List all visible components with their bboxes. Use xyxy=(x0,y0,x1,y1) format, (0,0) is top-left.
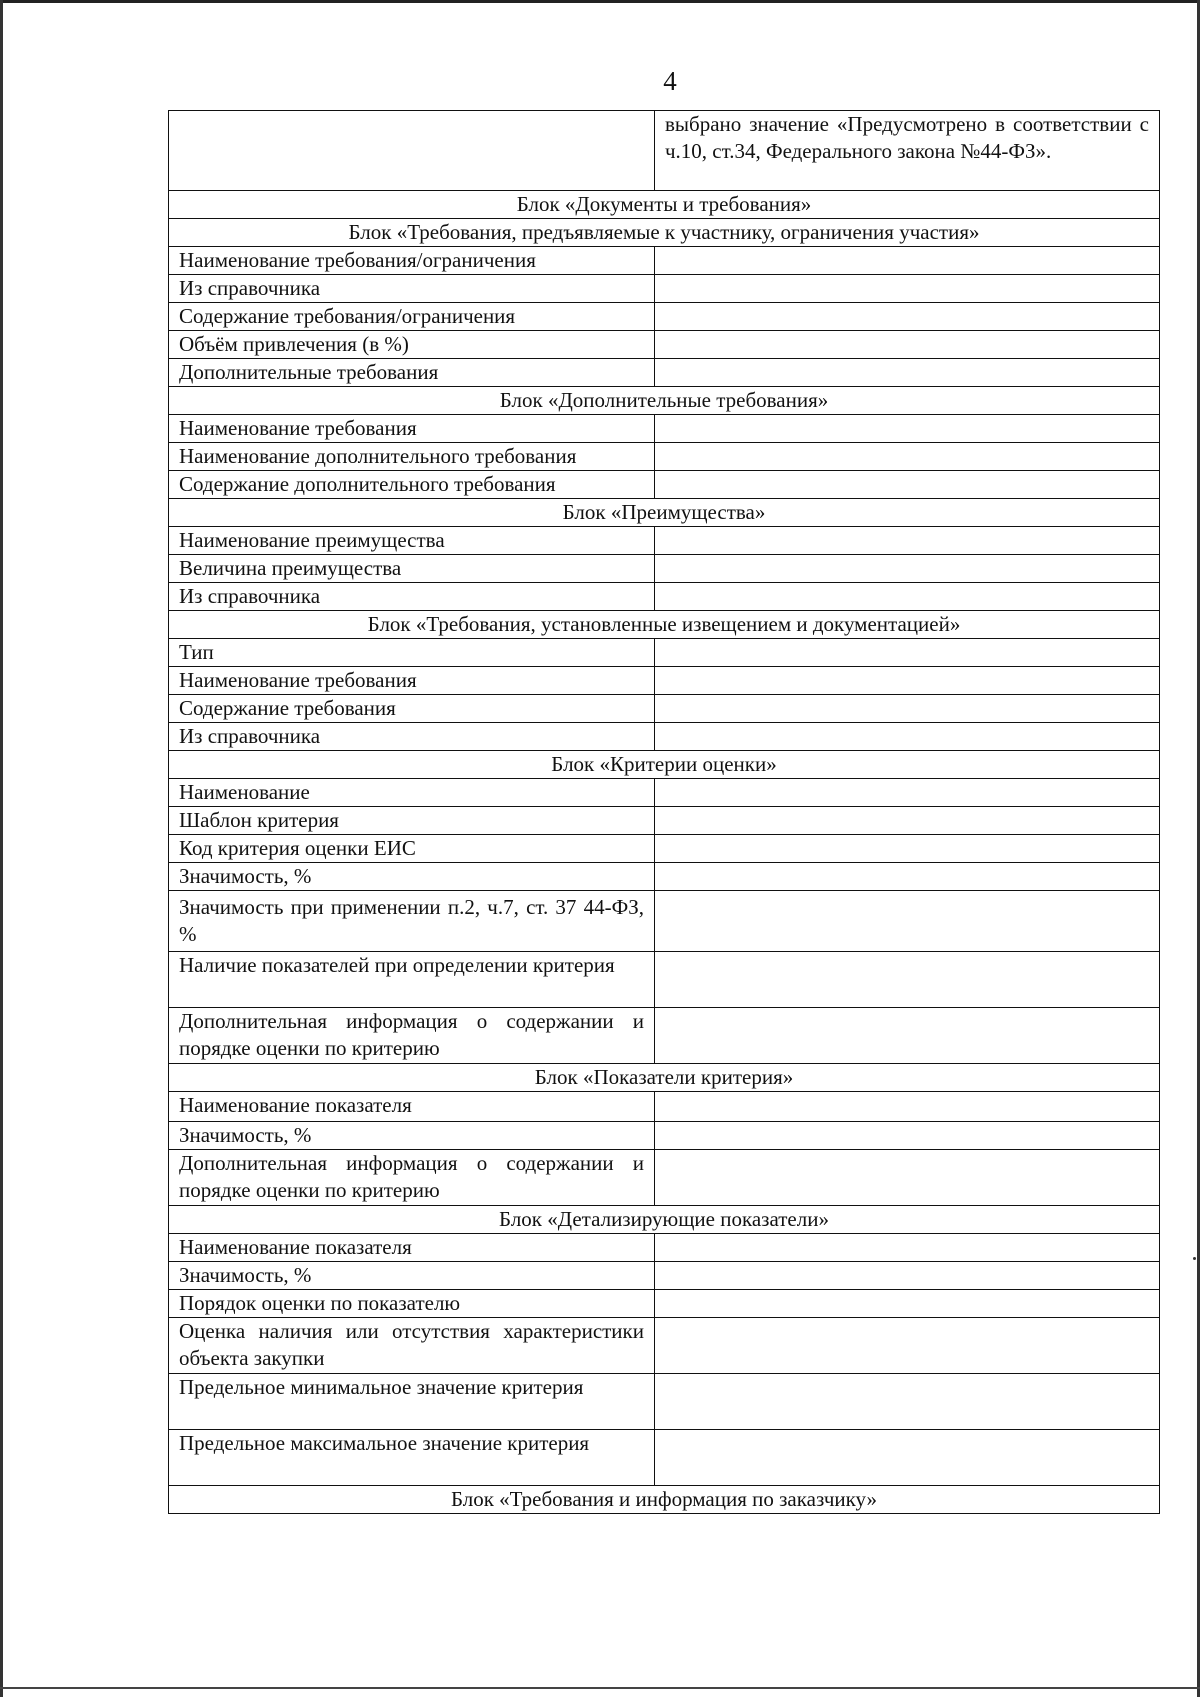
field-label: Из справочника xyxy=(169,275,655,303)
field-label: Шаблон критерия xyxy=(169,807,655,835)
table-row xyxy=(169,723,1160,751)
table-row xyxy=(169,1008,1160,1064)
field-label: Дополнительные требования xyxy=(169,359,655,387)
block-row xyxy=(169,751,1160,779)
table-row xyxy=(169,471,1160,499)
block-header-additional-requirements: Блок «Дополнительные требования» xyxy=(169,387,1160,415)
field-label: Наименование требования/ограничения xyxy=(169,247,655,275)
field-value xyxy=(655,555,1160,583)
table-row xyxy=(169,667,1160,695)
field-label: Тип xyxy=(169,639,655,667)
empty-cell xyxy=(169,111,655,191)
scan-edge xyxy=(0,0,3,1697)
table-row xyxy=(169,443,1160,471)
table-row xyxy=(169,331,1160,359)
field-label: Предельное минимальное значение критерия xyxy=(169,1374,655,1430)
field-value xyxy=(655,1290,1160,1318)
scan-line xyxy=(0,1687,1200,1689)
block-row xyxy=(169,611,1160,639)
field-label: Значимость, % xyxy=(169,1122,655,1150)
field-value xyxy=(655,779,1160,807)
table-row xyxy=(169,1092,1160,1122)
table-row xyxy=(169,1318,1160,1374)
table-row xyxy=(169,779,1160,807)
block-row xyxy=(169,1206,1160,1234)
field-value xyxy=(655,583,1160,611)
field-value xyxy=(655,639,1160,667)
block-header-criteria-indicators: Блок «Показатели критерия» xyxy=(169,1064,1160,1092)
field-label: Содержание требования/ограничения xyxy=(169,303,655,331)
field-value xyxy=(655,303,1160,331)
field-value xyxy=(655,359,1160,387)
field-label: Наименование требования xyxy=(169,667,655,695)
field-value xyxy=(655,863,1160,891)
field-value xyxy=(655,275,1160,303)
field-value xyxy=(655,1150,1160,1206)
field-label: Наименование преимущества xyxy=(169,527,655,555)
table-row xyxy=(169,1234,1160,1262)
field-value xyxy=(655,331,1160,359)
field-value xyxy=(655,1430,1160,1486)
block-row xyxy=(169,387,1160,415)
block-row xyxy=(169,1064,1160,1092)
table-row xyxy=(169,1374,1160,1430)
field-value xyxy=(655,1234,1160,1262)
table-row xyxy=(169,1290,1160,1318)
field-label: Содержание требования xyxy=(169,695,655,723)
field-value xyxy=(655,835,1160,863)
field-label: Объём привлечения (в %) xyxy=(169,331,655,359)
field-label: Наименование требования xyxy=(169,415,655,443)
table-row xyxy=(169,695,1160,723)
field-label: Содержание дополнительного требования xyxy=(169,471,655,499)
table-row xyxy=(169,1262,1160,1290)
block-header-participant-requirements: Блок «Требования, предъявляемые к участнику, ограничения участия» xyxy=(169,219,1160,247)
block-row xyxy=(169,1486,1160,1514)
block-header-documents: Блок «Документы и требования» xyxy=(169,191,1160,219)
table-row xyxy=(169,639,1160,667)
scan-speck xyxy=(1193,1257,1196,1260)
table-row xyxy=(169,303,1160,331)
page-number: 4 xyxy=(663,66,677,96)
table-row xyxy=(169,247,1160,275)
field-value xyxy=(655,1092,1160,1122)
field-value xyxy=(655,695,1160,723)
field-value xyxy=(655,527,1160,555)
field-label: Наименование xyxy=(169,779,655,807)
table-row xyxy=(169,1122,1160,1150)
field-label: Значимость, % xyxy=(169,863,655,891)
field-value xyxy=(655,1318,1160,1374)
field-value xyxy=(655,247,1160,275)
field-value xyxy=(655,1262,1160,1290)
field-label: Наименование показателя xyxy=(169,1234,655,1262)
field-value xyxy=(655,667,1160,695)
intro-text: выбрано значение «Предусмотрено в соответствии с ч.10, ст.34, Федерального закона №44-ФЗ». xyxy=(655,111,1160,191)
field-value xyxy=(655,1008,1160,1064)
field-value xyxy=(655,723,1160,751)
table-row xyxy=(169,863,1160,891)
field-label: Дополнительная информация о содержании и порядке оценки по критерию xyxy=(169,1150,655,1206)
table-row xyxy=(169,111,1160,191)
table-row xyxy=(169,275,1160,303)
field-label: Предельное максимальное значение критерия xyxy=(169,1430,655,1486)
field-label: Наименование показателя xyxy=(169,1092,655,1122)
field-value xyxy=(655,471,1160,499)
block-header-notice-requirements: Блок «Требования, установленные извещением и документацией» xyxy=(169,611,1160,639)
field-label: Дополнительная информация о содержании и порядке оценки по критерию xyxy=(169,1008,655,1064)
field-value xyxy=(655,807,1160,835)
field-label: Из справочника xyxy=(169,723,655,751)
field-value xyxy=(655,1122,1160,1150)
field-label: Из справочника xyxy=(169,583,655,611)
field-label: Значимость, % xyxy=(169,1262,655,1290)
field-label: Наличие показателей при определении критерия xyxy=(169,952,655,1008)
table-row xyxy=(169,415,1160,443)
block-row xyxy=(169,191,1160,219)
block-row xyxy=(169,499,1160,527)
field-value xyxy=(655,891,1160,952)
block-row xyxy=(169,219,1160,247)
field-label: Порядок оценки по показателю xyxy=(169,1290,655,1318)
table-row xyxy=(169,891,1160,952)
block-header-customer-info: Блок «Требования и информация по заказчику» xyxy=(169,1486,1160,1514)
table-row xyxy=(169,1150,1160,1206)
table-row xyxy=(169,527,1160,555)
block-header-advantages: Блок «Преимущества» xyxy=(169,499,1160,527)
requirements-table xyxy=(168,110,1160,1514)
field-label: Значимость при применении п.2, ч.7, ст. 37 44-ФЗ, % xyxy=(169,891,655,952)
table-row xyxy=(169,359,1160,387)
block-header-detailed-indicators: Блок «Детализирующие показатели» xyxy=(169,1206,1160,1234)
block-header-evaluation-criteria: Блок «Критерии оценки» xyxy=(169,751,1160,779)
table-row xyxy=(169,1430,1160,1486)
scan-edge xyxy=(0,0,1200,3)
field-label: Наименование дополнительного требования xyxy=(169,443,655,471)
table-row xyxy=(169,807,1160,835)
table-row xyxy=(169,952,1160,1008)
table-row xyxy=(169,583,1160,611)
field-label: Код критерия оценки ЕИС xyxy=(169,835,655,863)
field-value xyxy=(655,415,1160,443)
field-value xyxy=(655,1374,1160,1430)
field-label: Величина преимущества xyxy=(169,555,655,583)
field-label: Оценка наличия или отсутствия характеристики объекта закупки xyxy=(169,1318,655,1374)
table-row xyxy=(169,835,1160,863)
field-value xyxy=(655,443,1160,471)
field-value xyxy=(655,952,1160,1008)
table-row xyxy=(169,555,1160,583)
